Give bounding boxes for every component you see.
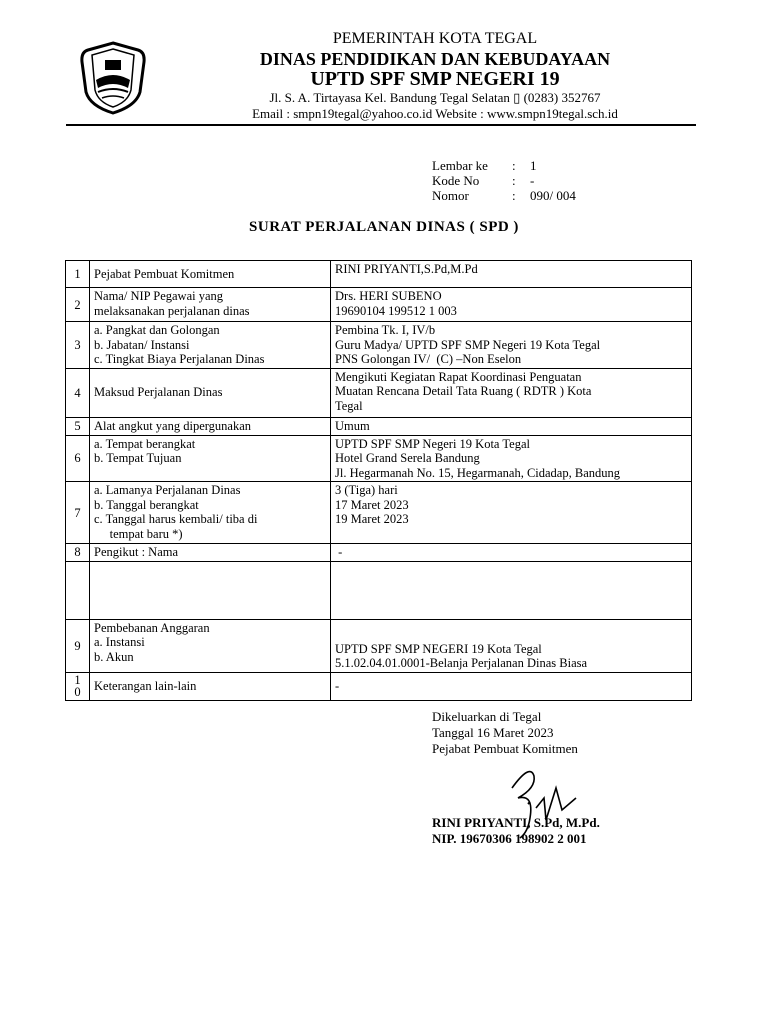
row-value [331, 544, 692, 562]
header-address: Jl. S. A. Tirtayasa Kel. Bandung Tegal Selatan ▯ (0283) 352767 [269, 90, 601, 105]
row-value-line: Drs. HERI SUBENO [335, 289, 442, 303]
row-value-line: Umum [335, 418, 370, 433]
row-value-line: 5.1.02.04.01.0001-Belanja Perjalanan Dinas Biasa [335, 656, 588, 670]
spd-row [66, 544, 692, 562]
row-value-line: Muatan Rencana Detail Tata Ruang ( RDTR ) Kota [335, 384, 592, 398]
row-label [90, 261, 331, 288]
row-label-line: a. Tempat berangkat [94, 436, 196, 451]
row-label-line: Pengikut : Nama [94, 545, 179, 559]
row-value [331, 672, 692, 700]
meta-value: 1 [530, 158, 537, 173]
row-value-line: Mengikuti Kegiatan Rapat Koordinasi Penguatan [335, 369, 582, 384]
row-value-line: 19690104 199512 1 003 [335, 303, 457, 318]
row-number: 7 [66, 482, 90, 544]
row-value-line: UPTD SPF SMP Negeri 19 Kota Tegal [335, 436, 530, 451]
row-value [331, 435, 692, 482]
meta-row [432, 173, 576, 188]
row-value-line: Hotel Grand Serela Bandung [335, 451, 480, 465]
row-value-line: Guru Madya/ UPTD SPF SMP Negeri 19 Kota Tegal [335, 337, 601, 352]
header-government: PEMERINTAH KOTA TEGAL [332, 30, 538, 47]
meta-value: 090/ 004 [530, 188, 576, 203]
row-value [331, 619, 692, 672]
row-value-line: - [335, 678, 340, 693]
row-label-line: Pembebanan Anggaran [94, 620, 210, 635]
letterhead-divider [66, 124, 696, 126]
meta-separator: : [512, 158, 516, 173]
row-value-line: UPTD SPF SMP NEGERI 19 Kota Tegal [335, 641, 542, 656]
spd-row [66, 561, 692, 619]
row-number: 3 [66, 322, 90, 369]
meta-separator: : [512, 173, 516, 188]
spd-row [66, 672, 692, 700]
spd-row [66, 368, 692, 417]
meta-label: Kode No [432, 173, 480, 188]
row-value [331, 322, 692, 369]
header-contact: Email : smpn19tegal@yahoo.co.id Website : www.smpn19tegal.sch.id [252, 106, 618, 121]
row-value-line: RINI PRIYANTI,S.Pd,M.Pd [335, 262, 478, 276]
meta-row [432, 158, 576, 173]
spd-row [66, 322, 692, 369]
header-department: DINAS PENDIDIKAN DAN KEBUDAYAAN [259, 49, 611, 69]
row-label [90, 672, 331, 700]
row-number: 1 0 [66, 672, 90, 700]
row-number: 8 [66, 544, 90, 562]
row-label-line: Keterangan lain-lain [94, 678, 197, 693]
document-meta [432, 158, 576, 203]
meta-separator: : [512, 188, 516, 203]
spd-table [65, 260, 692, 701]
row-label-line: c. Tanggal harus kembali/ tiba di [94, 512, 258, 526]
spd-row [66, 619, 692, 672]
signatory-name: RINI PRIYANTI, S.Pd, M.Pd. [432, 815, 600, 830]
row-label [90, 288, 331, 322]
row-number: 6 [66, 435, 90, 482]
row-label [90, 435, 331, 482]
spd-row [66, 482, 692, 544]
row-value [331, 261, 692, 288]
spd-row [66, 417, 692, 435]
signatory-nip: NIP. 19670306 198902 2 001 [432, 831, 587, 846]
city-emblem-logo [78, 40, 148, 116]
row-label [90, 368, 331, 417]
spd-row [66, 261, 692, 288]
issued-date: Tanggal 16 Maret 2023 [432, 725, 554, 740]
row-label [90, 561, 331, 619]
header-school: UPTD SPF SMP NEGERI 19 [310, 68, 560, 90]
row-value-line: Jl. Hegarmanah No. 15, Hegarmanah, Cidadap, Bandung [335, 465, 620, 480]
row-value [331, 368, 692, 417]
document-title: SURAT PERJALANAN DINAS ( SPD ) [249, 219, 519, 235]
row-value-line: - [335, 545, 343, 559]
meta-label: Lembar ke [432, 158, 488, 173]
row-label [90, 322, 331, 369]
meta-row [432, 188, 576, 203]
row-label-line: tempat baru *) [94, 526, 183, 541]
row-label [90, 482, 331, 544]
row-number: 9 [66, 619, 90, 672]
row-label-line: a. Lamanya Perjalanan Dinas [94, 483, 241, 497]
row-value [331, 561, 692, 619]
row-label-line: Nama/ NIP Pegawai yang [94, 289, 224, 303]
meta-label: Nomor [432, 188, 469, 203]
row-number: 2 [66, 288, 90, 322]
row-label [90, 544, 331, 562]
row-value-line: 17 Maret 2023 [335, 497, 409, 512]
row-value-line: 3 (Tiga) hari [335, 483, 398, 497]
row-label [90, 619, 331, 672]
row-label-line: b. Akun [94, 649, 134, 664]
row-value [331, 417, 692, 435]
row-value-line: Pembina Tk. I, IV/b [335, 323, 436, 337]
row-value-line: 19 Maret 2023 [335, 512, 409, 526]
spd-row [66, 288, 692, 322]
row-label-line: c. Tingkat Biaya Perjalanan Dinas [94, 352, 265, 366]
row-label-line: a. Instansi [94, 635, 145, 649]
row-number: 4 [66, 368, 90, 417]
row-number: 5 [66, 417, 90, 435]
row-label-line: Alat angkut yang dipergunakan [94, 418, 252, 433]
row-label-line: b. Tanggal berangkat [94, 497, 199, 512]
row-value-line: Tegal [335, 398, 363, 413]
row-label-line: a. Pangkat dan Golongan [94, 323, 220, 337]
row-value [331, 482, 692, 544]
row-label [90, 417, 331, 435]
issued-place: Dikeluarkan di Tegal [432, 709, 542, 724]
row-label-line: Pejabat Pembuat Komitmen [94, 266, 235, 281]
meta-value: - [530, 173, 535, 188]
row-label-line: b. Tempat Tujuan [94, 451, 182, 465]
spd-row [66, 435, 692, 482]
signatory-role: Pejabat Pembuat Komitmen [432, 741, 578, 756]
row-value [331, 288, 692, 322]
row-label-line: Maksud Perjalanan Dinas [94, 385, 223, 400]
row-label-line: melaksanakan perjalanan dinas [94, 303, 250, 318]
row-label-line: b. Jabatan/ Instansi [94, 337, 190, 352]
row-value-line: PNS Golongan IV/ (C) –Non Eselon [335, 352, 522, 366]
row-number: 1 [66, 261, 90, 288]
row-number [66, 561, 90, 619]
